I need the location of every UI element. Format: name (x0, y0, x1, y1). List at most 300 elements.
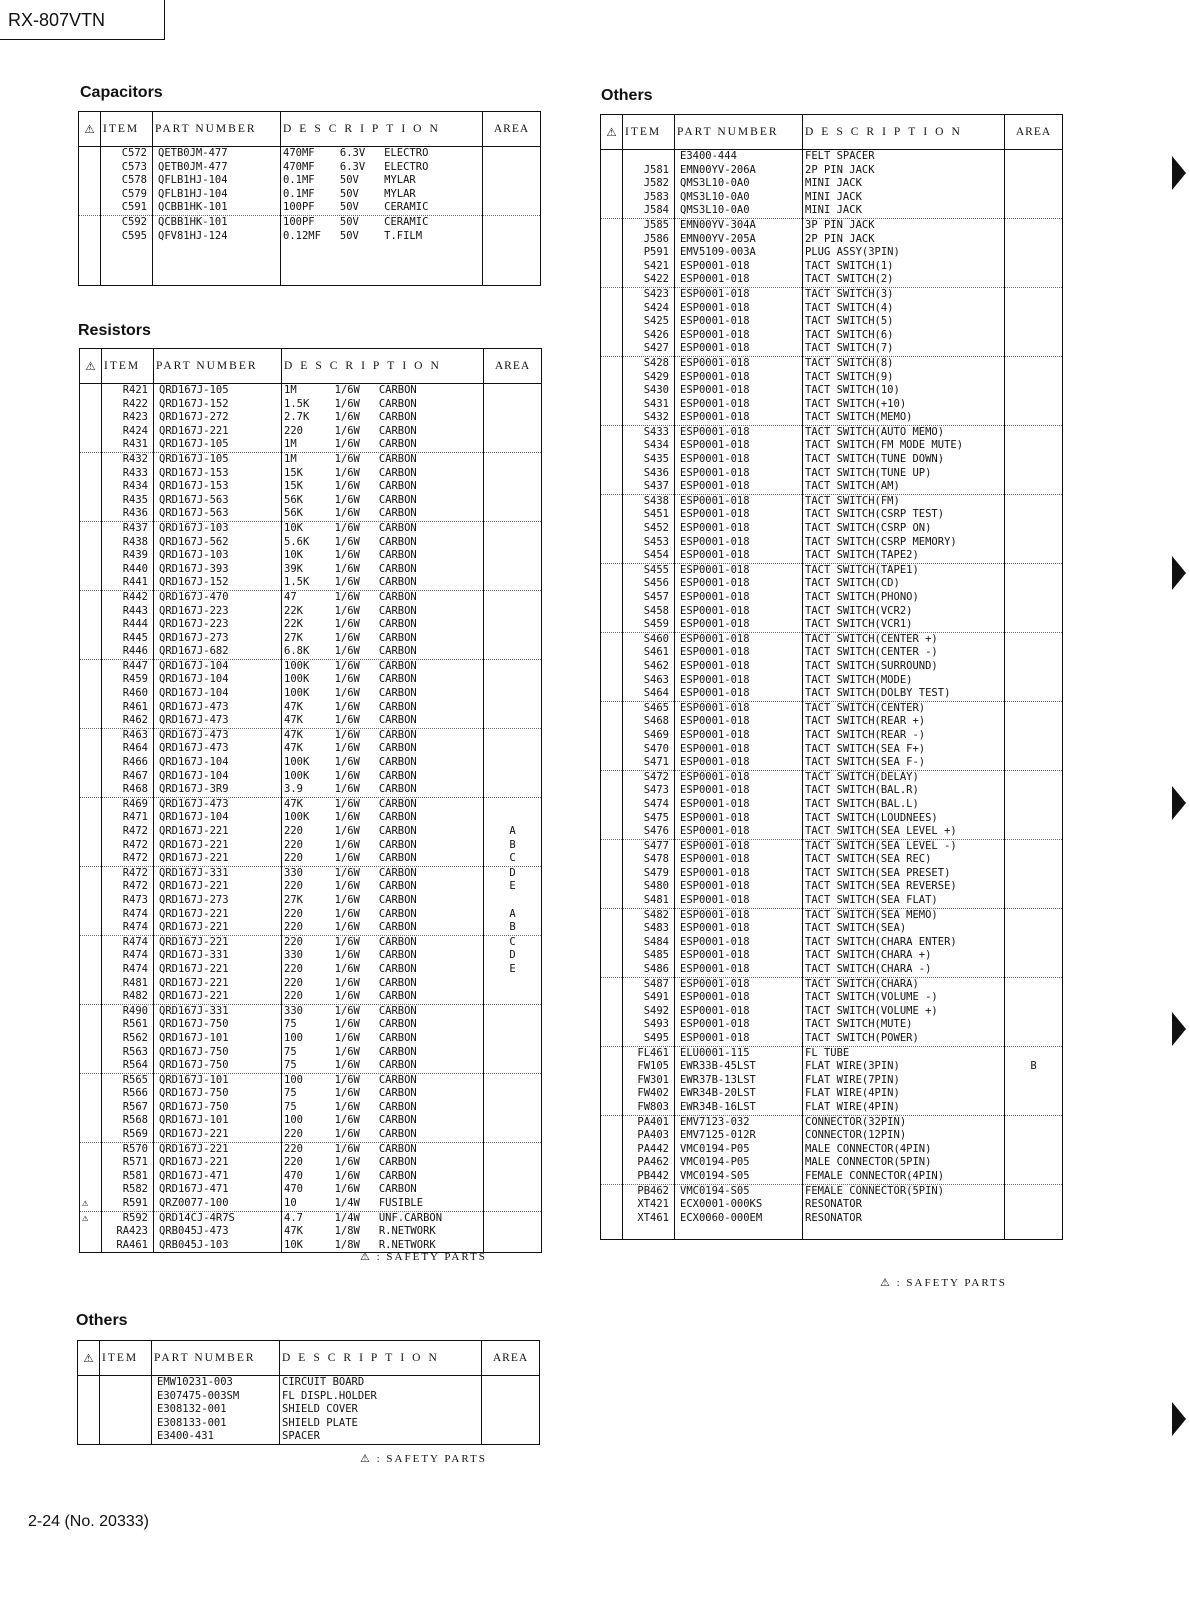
area-cell (484, 1004, 542, 1018)
description-cell: 47K 1/6W CARBON (282, 797, 484, 811)
area-cell (1005, 177, 1063, 191)
table-row (80, 1032, 542, 1046)
safety-cell (601, 839, 623, 853)
item-cell: R445 (102, 632, 154, 646)
area-cell (1005, 191, 1063, 205)
item-cell: R472 (102, 839, 154, 853)
description-cell: TACT SWITCH(SEA F+) (803, 743, 1005, 757)
area-cell (484, 618, 542, 632)
item-cell: S428 (623, 356, 675, 370)
description-cell: 0.1MF 50V MYLAR (281, 188, 483, 202)
part-number-cell: QRD167J-223 (154, 605, 282, 619)
table-row (79, 230, 541, 244)
area-cell (1005, 770, 1063, 784)
table-row (601, 356, 1063, 370)
part-number-cell: ESP0001-018 (675, 453, 803, 467)
table-row (601, 453, 1063, 467)
part-number-cell: ESP0001-018 (675, 467, 803, 481)
safety-cell (601, 302, 623, 316)
blank-cell (483, 271, 541, 286)
safety-cell (601, 674, 623, 688)
table-row (80, 894, 542, 908)
area-cell (484, 467, 542, 481)
safety-cell (601, 1060, 623, 1074)
part-number-cell: EMV7125-012R (675, 1129, 803, 1143)
description-cell: TACT SWITCH(VOLUME +) (803, 1005, 1005, 1019)
item-cell: S492 (623, 1005, 675, 1019)
safety-cell (80, 452, 102, 466)
safety-cell (80, 1183, 102, 1197)
safety-cell (601, 660, 623, 674)
description-cell: 220 1/6W CARBON (282, 977, 484, 991)
safety-cell (80, 770, 102, 784)
col-item: ITEM (102, 349, 154, 384)
item-cell (100, 1430, 152, 1444)
description-cell: MALE CONNECTOR(4PIN) (803, 1143, 1005, 1157)
part-number-cell: ESP0001-018 (675, 1032, 803, 1046)
safety-cell (601, 963, 623, 977)
table-row (80, 839, 542, 853)
area-cell (484, 1059, 542, 1073)
description-cell: 10K 1/6W CARBON (282, 549, 484, 563)
description-cell: TACT SWITCH(SEA FLAT) (803, 894, 1005, 908)
table-row (80, 563, 542, 577)
description-cell: TACT SWITCH(9) (803, 371, 1005, 385)
safety-cell (601, 1018, 623, 1032)
description-cell: 220 1/6W CARBON (282, 425, 484, 439)
table-row (80, 852, 542, 866)
part-number-cell: ESP0001-018 (675, 315, 803, 329)
item-cell: S483 (623, 922, 675, 936)
table-row (80, 521, 542, 535)
table-row (601, 1129, 1063, 1143)
part-number-cell: VMC0194-P05 (675, 1143, 803, 1157)
item-cell: C579 (101, 188, 153, 202)
table-row (601, 618, 1063, 632)
table-row (601, 798, 1063, 812)
item-cell: R467 (102, 770, 154, 784)
area-cell (1005, 812, 1063, 826)
col-description: DESCRIPTION (281, 112, 483, 147)
table-row (601, 246, 1063, 260)
safety-cell (80, 1032, 102, 1046)
safety-cell (601, 1156, 623, 1170)
description-cell: 100 1/6W CARBON (282, 1073, 484, 1087)
item-cell: R423 (102, 411, 154, 425)
table-row (601, 467, 1063, 481)
safety-cell (80, 1128, 102, 1142)
description-cell: TACT SWITCH(MODE) (803, 674, 1005, 688)
col-area: AREA (482, 1341, 540, 1376)
table-row (601, 218, 1063, 232)
part-number-cell: QFV81HJ-124 (153, 230, 281, 244)
safety-cell (601, 1115, 623, 1129)
area-cell (1005, 853, 1063, 867)
item-cell: S454 (623, 549, 675, 563)
part-number-cell: QRD167J-562 (154, 536, 282, 550)
area-cell (1005, 384, 1063, 398)
description-cell: 2P PIN JACK (803, 164, 1005, 178)
description-cell: TACT SWITCH(DELAY) (803, 770, 1005, 784)
table-row (601, 591, 1063, 605)
safety-cell (601, 1087, 623, 1101)
description-cell: FL DISPL.HOLDER (280, 1390, 482, 1404)
table-row (79, 174, 541, 188)
safety-cell (80, 1101, 102, 1115)
description-cell: 330 1/6W CARBON (282, 866, 484, 880)
description-cell: TACT SWITCH(10) (803, 384, 1005, 398)
item-cell: R471 (102, 811, 154, 825)
description-cell: RESONATOR (803, 1198, 1005, 1212)
description-cell: TACT SWITCH(CENTER) (803, 701, 1005, 715)
area-cell (484, 1239, 542, 1253)
table-row (601, 853, 1063, 867)
safety-cell (601, 549, 623, 563)
item-cell: FW301 (623, 1074, 675, 1088)
model-label: RX-807VTN (0, 0, 165, 40)
table-row (78, 1430, 540, 1444)
others-bottom-table (77, 1340, 540, 1445)
safety-cell (601, 756, 623, 770)
safety-cell (80, 1114, 102, 1128)
table-row (80, 1059, 542, 1073)
description-cell: 10K 1/6W CARBON (282, 521, 484, 535)
area-cell (482, 1403, 540, 1417)
description-cell: 100PF 50V CERAMIC (281, 201, 483, 215)
area-cell (484, 714, 542, 728)
table-row (601, 839, 1063, 853)
area-cell (482, 1390, 540, 1404)
description-cell: FLAT WIRE(7PIN) (803, 1074, 1005, 1088)
blank-cell (101, 257, 153, 271)
table-row (79, 161, 541, 175)
part-number-cell: QRD167J-331 (154, 949, 282, 963)
part-number-cell: QRD167J-221 (154, 977, 282, 991)
table-row (601, 233, 1063, 247)
safety-cell (80, 880, 102, 894)
safety-cell (601, 467, 623, 481)
table-row (80, 935, 542, 949)
part-number-cell: ESP0001-018 (675, 1018, 803, 1032)
table-row (80, 494, 542, 508)
area-cell (484, 1225, 542, 1239)
safety-cell (80, 866, 102, 880)
description-cell: TACT SWITCH(LOUDNEES) (803, 812, 1005, 826)
area-cell (484, 1032, 542, 1046)
description-cell: 3P PIN JACK (803, 218, 1005, 232)
blank-cell (101, 271, 153, 286)
part-number-cell: QRD167J-563 (154, 507, 282, 521)
item-cell (100, 1376, 152, 1390)
description-cell: FLAT WIRE(4PIN) (803, 1087, 1005, 1101)
part-number-cell: ESP0001-018 (675, 260, 803, 274)
blank-cell (281, 243, 483, 257)
area-cell (1005, 977, 1063, 991)
item-cell: J583 (623, 191, 675, 205)
part-number-cell: EWR34B-16LST (675, 1101, 803, 1115)
safety-cell (601, 812, 623, 826)
safety-cell (601, 1074, 623, 1088)
part-number-cell: ESP0001-018 (675, 632, 803, 646)
safety-cell (80, 632, 102, 646)
part-number-cell: ESP0001-018 (675, 825, 803, 839)
item-cell: P591 (623, 246, 675, 260)
area-cell (484, 659, 542, 673)
description-cell: TACT SWITCH(POWER) (803, 1032, 1005, 1046)
part-number-cell: QRD167J-105 (154, 452, 282, 466)
area-cell (484, 1183, 542, 1197)
area-cell (484, 645, 542, 659)
table-row (601, 1005, 1063, 1019)
safety-cell (80, 673, 102, 687)
part-number-cell: QRD167J-153 (154, 480, 282, 494)
safety-cell (80, 949, 102, 963)
safety-cell (78, 1376, 100, 1390)
description-cell: 1.5K 1/6W CARBON (282, 398, 484, 412)
safety-cell (601, 1212, 623, 1226)
area-cell (484, 1170, 542, 1184)
safety-cell (601, 439, 623, 453)
table-row (80, 811, 542, 825)
description-cell: 75 1/6W CARBON (282, 1018, 484, 1032)
safety-cell (601, 784, 623, 798)
area-cell (484, 894, 542, 908)
area-cell (1005, 715, 1063, 729)
description-cell: TACT SWITCH(1) (803, 260, 1005, 274)
description-cell: 22K 1/6W CARBON (282, 618, 484, 632)
safety-cell (80, 549, 102, 563)
part-number-cell: QCBB1HK-101 (153, 201, 281, 215)
part-number-cell: ESP0001-018 (675, 356, 803, 370)
description-cell: CONNECTOR(32PIN) (803, 1115, 1005, 1129)
part-number-cell: QRD167J-563 (154, 494, 282, 508)
area-cell (1005, 204, 1063, 218)
area-cell (484, 1142, 542, 1156)
item-cell: S475 (623, 812, 675, 826)
item-cell: FW105 (623, 1060, 675, 1074)
table-row (601, 646, 1063, 660)
table-row (80, 618, 542, 632)
area-cell (482, 1417, 540, 1431)
area-cell (1005, 701, 1063, 715)
safety-cell (78, 1417, 100, 1431)
description-cell: TACT SWITCH(TUNE DOWN) (803, 453, 1005, 467)
area-cell (1005, 549, 1063, 563)
blank-cell (79, 271, 101, 286)
table-row (601, 1156, 1063, 1170)
table-row (601, 260, 1063, 274)
safety-cell (80, 921, 102, 935)
table-row (601, 812, 1063, 826)
area-cell (484, 1128, 542, 1142)
area-cell (484, 1114, 542, 1128)
blank-cell (483, 243, 541, 257)
item-cell: FL461 (623, 1046, 675, 1060)
safety-cell (601, 356, 623, 370)
area-cell (484, 549, 542, 563)
item-cell: S455 (623, 563, 675, 577)
item-cell: PB442 (623, 1170, 675, 1184)
part-number-cell: ESP0001-018 (675, 577, 803, 591)
safety-cell (601, 632, 623, 646)
table-row (601, 287, 1063, 301)
part-number-cell: E308132-001 (152, 1403, 280, 1417)
safety-cell (80, 398, 102, 412)
part-number-cell: ESP0001-018 (675, 963, 803, 977)
table-row (80, 673, 542, 687)
table-row (601, 302, 1063, 316)
area-cell (482, 1376, 540, 1390)
table-row (601, 177, 1063, 191)
safety-cell (80, 1004, 102, 1018)
safety-cell: ⚠ (80, 1211, 102, 1225)
safety-cell (601, 411, 623, 425)
area-cell (1005, 1005, 1063, 1019)
description-cell: TACT SWITCH(2) (803, 273, 1005, 287)
part-number-cell: QRD167J-471 (154, 1183, 282, 1197)
description-cell: TACT SWITCH(VOLUME -) (803, 991, 1005, 1005)
table-row (601, 536, 1063, 550)
area-cell (1005, 839, 1063, 853)
part-number-cell: ESP0001-018 (675, 646, 803, 660)
area-cell (1005, 605, 1063, 619)
area-cell (1005, 233, 1063, 247)
table-row (601, 549, 1063, 563)
part-number-cell: ESP0001-018 (675, 425, 803, 439)
item-cell: R569 (102, 1128, 154, 1142)
part-number-cell: ESP0001-018 (675, 894, 803, 908)
item-cell: R421 (102, 384, 154, 398)
part-number-cell: ESP0001-018 (675, 729, 803, 743)
description-cell: 470 1/6W CARBON (282, 1183, 484, 1197)
col-description: DESCRIPTION (282, 349, 484, 384)
safety-cell (601, 273, 623, 287)
table-row (601, 908, 1063, 922)
part-number-cell: ESP0001-018 (675, 411, 803, 425)
col-area: AREA (483, 112, 541, 147)
area-cell (1005, 1101, 1063, 1115)
description-cell: 15K 1/6W CARBON (282, 480, 484, 494)
area-cell (1005, 1143, 1063, 1157)
area-cell (1005, 439, 1063, 453)
part-number-cell: ESP0001-018 (675, 839, 803, 853)
safety-cell (601, 922, 623, 936)
table-row (80, 1046, 542, 1060)
table-row (601, 825, 1063, 839)
description-cell: 0.12MF 50V T.FILM (281, 230, 483, 244)
part-number-cell: QRD167J-103 (154, 521, 282, 535)
safety-cell (601, 260, 623, 274)
safety-cell (80, 935, 102, 949)
part-number-cell: VMC0194-P05 (675, 1156, 803, 1170)
area-cell: E (484, 963, 542, 977)
area-cell (1005, 880, 1063, 894)
part-number-cell: ESP0001-018 (675, 812, 803, 826)
description-cell: 47K 1/6W CARBON (282, 701, 484, 715)
description-cell: 100 1/6W CARBON (282, 1114, 484, 1128)
description-cell: 75 1/6W CARBON (282, 1046, 484, 1060)
safety-cell (80, 1156, 102, 1170)
description-cell: TACT SWITCH(CD) (803, 577, 1005, 591)
item-cell: S476 (623, 825, 675, 839)
item-cell: PA462 (623, 1156, 675, 1170)
description-cell: TACT SWITCH(SEA) (803, 922, 1005, 936)
description-cell: MALE CONNECTOR(5PIN) (803, 1156, 1005, 1170)
table-row (80, 1197, 542, 1211)
safety-cell (601, 646, 623, 660)
description-cell: 1M 1/6W CARBON (282, 452, 484, 466)
description-cell: 75 1/6W CARBON (282, 1101, 484, 1115)
safety-cell (601, 936, 623, 950)
table-row (80, 783, 542, 797)
safety-cell (79, 161, 101, 175)
table-row (80, 1018, 542, 1032)
area-cell (1005, 218, 1063, 232)
safety-cell (601, 233, 623, 247)
part-number-cell: QRD167J-221 (154, 921, 282, 935)
safety-cell (80, 756, 102, 770)
item-cell: R472 (102, 880, 154, 894)
item-cell: R564 (102, 1059, 154, 1073)
description-cell: TACT SWITCH(SEA LEVEL +) (803, 825, 1005, 839)
area-cell (1005, 329, 1063, 343)
table-row (80, 1128, 542, 1142)
description-cell: 1M 1/6W CARBON (282, 438, 484, 452)
description-cell: PLUG ASSY(3PIN) (803, 246, 1005, 260)
description-cell: TACT SWITCH(6) (803, 329, 1005, 343)
area-cell (1005, 287, 1063, 301)
part-number-cell: ESP0001-018 (675, 949, 803, 963)
description-cell: 220 1/6W CARBON (282, 935, 484, 949)
part-number-cell: QRZ0077-100 (154, 1197, 282, 1211)
safety-cell (80, 563, 102, 577)
part-number-cell: ESP0001-018 (675, 494, 803, 508)
table-row (80, 701, 542, 715)
part-number-cell: ESP0001-018 (675, 342, 803, 356)
item-cell: R571 (102, 1156, 154, 1170)
table-row (601, 1101, 1063, 1115)
blank-cell (601, 1225, 623, 1240)
col-item: ITEM (100, 1341, 152, 1376)
item-cell: C591 (101, 201, 153, 215)
description-cell: TACT SWITCH(8) (803, 356, 1005, 370)
item-cell: R442 (102, 590, 154, 604)
table-row (80, 1170, 542, 1184)
others-right-safety-note: ⚠ : SAFETY PARTS (880, 1277, 1007, 1289)
description-cell: 2P PIN JACK (803, 233, 1005, 247)
area-cell: A (484, 825, 542, 839)
table-row (80, 1004, 542, 1018)
description-cell: 100K 1/6W CARBON (282, 756, 484, 770)
item-cell: R481 (102, 977, 154, 991)
table-row (601, 439, 1063, 453)
col-part-number: PART NUMBER (675, 115, 803, 150)
area-cell: E (484, 880, 542, 894)
col-part-number: PART NUMBER (152, 1341, 280, 1376)
safety-cell (80, 783, 102, 797)
safety-cell (79, 230, 101, 244)
item-cell: S437 (623, 480, 675, 494)
part-number-cell: EMN00YV-304A (675, 218, 803, 232)
part-number-cell: QRD167J-221 (154, 990, 282, 1004)
area-cell (484, 1046, 542, 1060)
part-number-cell: ESP0001-018 (675, 549, 803, 563)
safety-cell (80, 1046, 102, 1060)
safety-cell (79, 188, 101, 202)
safety-cell (601, 1170, 623, 1184)
item-cell: S425 (623, 315, 675, 329)
description-cell: 47K 1/6W CARBON (282, 728, 484, 742)
